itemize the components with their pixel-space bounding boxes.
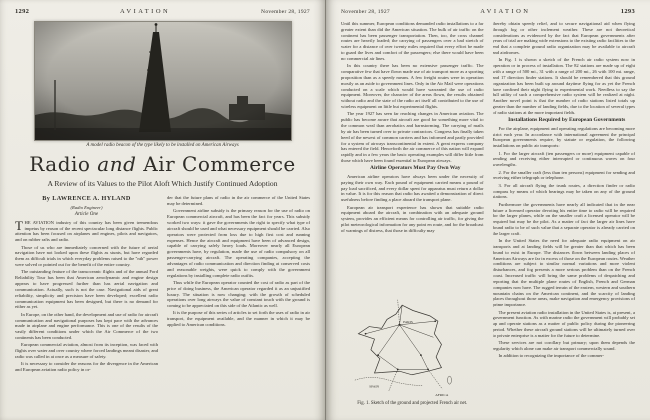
opening-text: HE AVIATION industry of this country has been given tremendous impetus by reason of the recent spectacular long distance flights. Public attention has been focused on airplanes and engines, pilots and navigators, and on rubber rafts and radio. <box>15 219 158 243</box>
drop-cap: T <box>15 217 23 233</box>
journal-title: AVIATION <box>480 8 531 15</box>
body-paragraph: In this country there has been no extensive passenger traffic. The comparative few that have flown made use of air transport more as a sporting proposition than as a speedy means. A few freight routes were in operation mostly as an aside to government lines. Only in the Air Mail were operations conducted on a scale which would have warranted the use of radio equipment. Moreover, the character of the areas flown, the results obtained without radio and the state of the radio art itself all contributed to the use of wireless equipment on little but experimental flights. <box>341 63 484 110</box>
map-figure <box>352 298 472 407</box>
body-paragraph: These services are not corollary but primary; upon them depends the regularity which alone can make air transport commercially sound. <box>492 340 635 352</box>
body-column-1 <box>15 195 158 395</box>
left-page-columns <box>15 195 310 395</box>
body-paragraph: der that the future plans of radio in the air commerce of the United States may be determined. <box>167 195 310 207</box>
section-heading: Installations Required by European Governments <box>508 117 626 124</box>
body-paragraph: In Fig. 1 is shown a sketch of the French air radio system now in operation or in process of installation. The 82 stations are made up of eight with a range of 500 mi., 31 with a range of 200 mi., 26 with 100 mi. range, and 17 direction finder stations. It should be remembered that this ground organization has been built up around daytime flying for as yet the French have confined their night flying to experimental work. Needless to say the full utility of such a comprehensive radio system will be realized at night. Another novel point is that the number of radio stations listed totals up greater than the number of landing fields, due to the location of several types of radio stations at the more important fields. <box>492 57 635 115</box>
body-column-3 <box>341 21 484 407</box>
byline-author: By LAWRENCE A. HYLAND <box>42 195 131 203</box>
body-paragraph: European air transport experience has shown that suitable radio equipment aboard the aircraft, in combination with an adequate ground system, provides an efficient means for controlling air traffic, for giving the pilot meteorological information for any point en route, and for the broadcast of warnings of distress, that those in difficulty may <box>341 204 484 233</box>
journal-title: AVIATION <box>120 8 171 15</box>
body-paragraph: Furthermore the governments have nearly all indicated that in the near future a licensed operator devoting his entire time to radio will be required for the larger planes, while on the smaller craft a licensed operator will be required but may be the pilot. As a matter of fact the larger air lines have found radio to be of such value that a separate operator is already carried on the larger craft. <box>492 201 635 236</box>
body-paragraph: In Europe, on the other hand, the development and use of radio for aircraft communication and navigational purposes has kept pace with the advances made in airplane and engine performance. This is one of the results of the vastly different conditions under which the Air Commerce of the two continents has been conducted. <box>15 311 158 341</box>
page-number: 1293 <box>620 8 635 15</box>
title-word-and: and <box>97 152 137 176</box>
article-number: Article One <box>74 211 99 217</box>
article-title <box>15 152 310 176</box>
body-column-4 <box>493 21 636 407</box>
body-paragraph: Those of us who are immediately concerned with the future of aerial navigation have not looked upon these flights as stunts, but have regarded them as difficult trials in which everyday problems raised to the "nth" power were solved or pointed out for the benefit of the entire country. <box>15 244 158 268</box>
running-head-left <box>15 8 310 18</box>
map-label-africa: AFRICA <box>435 393 449 398</box>
radio-tower-photo-graphic <box>35 22 291 140</box>
france-airnet-map <box>352 298 472 398</box>
figure-caption: Fig. 1. Sketch of the ground and projected French air net. <box>357 400 468 406</box>
body-paragraph: It is the purpose of this series of articles to set forth the uses of radio in air transport, the equipment available, and the manner in which it may be applied to American conditions. <box>167 310 310 328</box>
right-page <box>325 0 650 420</box>
body-paragraph: The present aviation radio installation in the United States is, at present, a government function. As with marine radio the government will probably set up and operate stations as a matter of public policy during the pioneering period. Whether these aircraft ground stations will be ultimately turned over to private enterprise is a matter for the future to determine. <box>492 309 635 338</box>
issue-date: November 28, 1927 <box>341 9 390 15</box>
body-paragraph: The year 1927 has seen far reaching changes in American aviation. The public has become aware that aircraft are good for something more vital to the common weal than aerobatics and barnstorming. The carrying of mails by air has been turned over to private contractors. Congress has finally taken heed of the newest of common carriers and has informed and partly provided for a system of airways transcontinental in extent. A great express company has entered the field. Henceforth the air commerce of this nation will expand rapidly and in a few years the basic operating examples will differ little from those which have been found essential to European airways. <box>341 111 484 164</box>
page-number: 1292 <box>15 8 30 15</box>
body-paragraph: The outstanding feature of the transoceanic flights and of the annual Ford Reliability Tour has been that American aerodynamic and engine design appears to have progressed further than has aerial navigation and communication. Actually, such is not the case. Navigational aids of great reliability, simplicity and precision have been developed; excellent radio communication equipment has been designed, but there is no demand for either as yet. <box>15 269 158 310</box>
title-word-radio: Radio <box>29 152 98 176</box>
body-paragraph: In the United States the need for adequate radio equipment on air transports and at landing fields will be greater than that which has been found to exist in Europe. The distances flown between landing places of American Airways are far in excess of those on the European routes. Weather conditions are subject to similar normal variations and more violent disturbances, and fog presents a more serious problem than on the French coast. Increased traffic will bring the same problems of despatching and reporting that the multiple plane routes of English, French and German companies now have. The rugged terrain of the eastern, western and southern mountain chains on the American continent, and the scarcity of landing places throughout those areas, make navigation and emergency provisions of prime importance. <box>492 238 635 308</box>
body-paragraph: thereby obtain speedy relief, and to secure navigational aid when flying through fog or other inclement weather. These are not theoretical considerations as evidenced by the fact that European governments after years of trial are making wide extensions to the existing radio facilities to the end that a complete ground radio organization may be available to aircraft and airdromes. <box>492 21 635 56</box>
article-subtitle: A Review of its Values to the Pilot Aloft Which Justify Continued Adoption <box>47 179 278 188</box>
beacon-photo <box>34 21 292 141</box>
body-paragraph: American airline operators have always been under the necessity of paying their own way. Each pound of equipment carried means a pound of pay load sacrificed, and every dollar spent for apparatus must return a dollar in value. It is for this reason that radio has awaited a demonstration of direct usefulness before finding a place aboard the transport plane. <box>341 173 484 203</box>
body-paragraph: In addition to recognizing the importance of the commer- <box>498 353 605 359</box>
right-page-columns <box>341 21 635 407</box>
body-paragraph: For the airplane, equipment and operating regulations are becoming more strict each year. In accordance with international agreement the principal European governments require, by statute or regulation, the following installations on public air transports: <box>492 125 635 149</box>
body-paragraph: Thus while the European operator counted the cost of radio as part of the price of doing business, the American operator regarded it as an unjustified luxury. The situation is now changing; with the growth of scheduled operations over long airways the value of constant touch with the ground is coming to be appreciated on this side of the Atlantic as well. <box>167 279 310 309</box>
section-heading: Airline Operators Must Pay Own Way <box>370 165 461 172</box>
body-paragraph: It is necessary to consider the reasons for the divergence in the American and European aviation radio policy in or- <box>15 361 158 373</box>
body-paragraph: 3. For all aircraft flying the trunk routes, a direction finder or radio compass by means of which bearings may be taken on any of the ground stations. <box>492 182 635 200</box>
column-text <box>341 21 484 296</box>
body-paragraph: Government airline subsidy is the primary reason for the use of radio on European commercial aircraft, and has been the fact for years. This subsidy worked two ways: it gave the governments the right to specify what type of aircraft should be used and what necessary equipment should be carried. Also operators were protected from loss due to high first cost and running expenses. Hence the aircraft and equipment have been of advanced design, capable of carrying safely heavy loads. Moreover nearly all European governments have, by regulation, made the use of radio compulsory on all passenger-carrying aircraft. The operating companies, accepting the advantages of radio communication and direction finding at conserved costs and reasonable weights, were quick to comply with the government regulations by installing complete radio outfits. <box>167 208 310 278</box>
title-word-air-commerce: Air Commerce <box>136 152 296 176</box>
map-label-paris: PARIS <box>403 320 414 325</box>
body-paragraph: Until this summer, European conditions demanded radio installations to a far greater extent than did the American situation. The bulk of air traffic on the continent has been passenger transportation. Then, too, the cross channel routes are heavily loaded; the carrying of passengers over a bad stretch of water for a distance of over twenty miles required that every effort be made to guard the lives and comfort of the passengers; else there would have been no commercial air lines. <box>341 21 484 61</box>
body-paragraph: 1. For the larger aircraft (ten passengers or more) equipment capable of sending and receiving either interrupted or continuous waves on four wavelengths. <box>492 150 635 168</box>
body-paragraph: European commercial aviation, almost from its inception, was faced with flights over water and over country where forced landings meant disaster, and radio was called in at once as a measure of safety. <box>15 342 158 360</box>
map-label-spain: SPAIN <box>369 384 380 389</box>
body-column-2 <box>167 195 310 395</box>
body-paragraph <box>15 217 158 243</box>
body-paragraph: 2. For the smaller craft (less than ten persons) equipment for sending and receiving either telegraph or telephone. <box>492 169 635 181</box>
running-head-right <box>341 8 635 18</box>
issue-date: November 28, 1927 <box>261 9 310 15</box>
byline-role: (Radio Engineer) <box>70 204 103 210</box>
photo-caption: A model radio beacon of the type likely to be installed on American Airways <box>86 143 239 148</box>
